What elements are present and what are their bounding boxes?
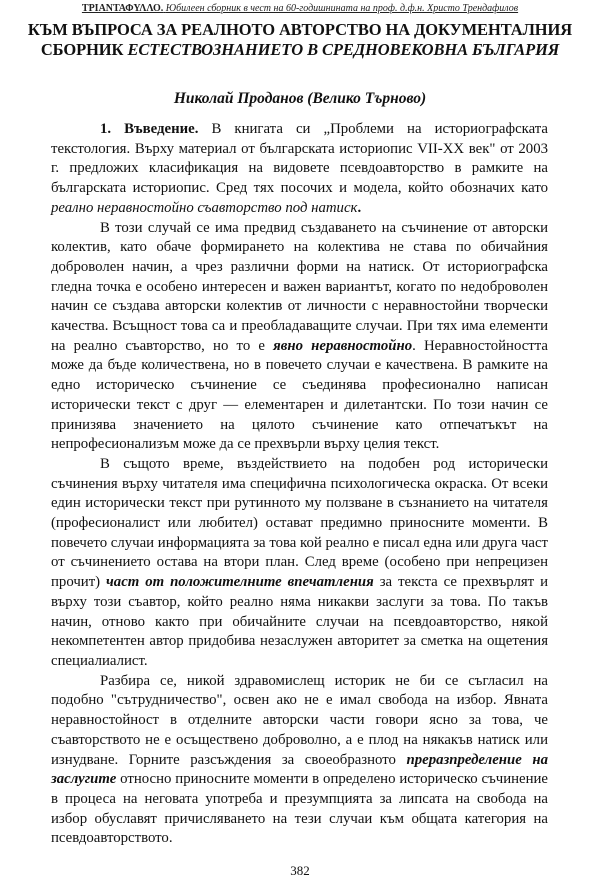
paragraph-emphasis: част от положителните впечатления: [106, 574, 374, 591]
paragraph-emphasis: преразпределение на заслугите: [51, 751, 548, 788]
paragraph-text: .: [357, 199, 362, 216]
paragraph-text: В същото време, въздействието на подобен род исторически съчинения върху читателя има специфична психологическа окраска. От всеки един исторически текст при рутинното му ползване в съзнанието на читателя (професионалист или любител) остават предимно приносните моменти. В повечето случаи информацията за това кой реално е писал една или друга част от съчинението остава на втори план. След време (особено при непрецизен прочит): [51, 455, 548, 591]
paragraph-text: относно приносните моменти в определено историческо съчинение в процеса на неговата употреба и презумпцията за липсата на свобода на избор обуславят причисляването на тези случаи към общата категория на псевдоавторството.: [51, 771, 548, 847]
article-body: [51, 120, 548, 849]
running-header: [10, 2, 590, 15]
paragraph-text: за текста се прехвърлят и върху този съавтор, който реално няма никакви заслуги за това. По такъв начин, отново както при обичайните случаи на псевдоавторство, някой некомпетентен автор придобива незаслужен авторитет за сметка на ощетения специалиалист.: [51, 574, 548, 669]
paragraph: [51, 455, 548, 672]
author-line: Николай Проданов (Велико Търново): [173, 90, 427, 107]
paragraph-text: . Неравностойността може да бъде количествена, но в повечето случаи е качествена. В рамките на едно историческо съчинение се съединява професионално написан исторически текст с друг — елементарен и дилетантски. По този начин се принизява значението на цялото съчинение като отпечатъкът на непрофесионализъм може да се прехвърли върху целия текст.: [51, 337, 548, 453]
paragraph-emphasis: явно неравностойно: [273, 337, 413, 354]
title-line-1: КЪМ ВЪПРОСА ЗА РЕАЛНОТО АВТОРСТВО НА ДОКУМЕНТАЛНИЯ: [27, 20, 573, 39]
title-line-2-plain: СБОРНИК: [40, 40, 128, 59]
title-line-2: [2, 40, 598, 60]
paragraph-text: В книгата си „Проблеми на историографската текстология. Върху материал от българската историопис VII-XX век" от 2003 г. предложих класификация на видовете псевдоавторство в рамките на българската историопис. Сред тях посочих и модела, който обозначих като: [51, 121, 549, 197]
section-heading: 1. Въведение.: [100, 121, 199, 137]
paragraph-text: В този случай се има предвид създаването на съчинение от авторски колектив, като обаче формирането на колектива не става по обичайния доброволен начин, а чрез различни форми на натиск. От историографска гледна точка е особено интересен и важен вариантът, когато по недоброволен начин се създава авторски колектив от личности с неравностойни творчески качества. Всъщност това са и преобладаващите случаи. При тях има елементи на реално съавторство, но то е: [51, 219, 548, 354]
journal-name: ΤΡΙΑΝΤΑΦΥΛΛΟ.: [81, 3, 164, 14]
paragraph-introduction: [51, 120, 548, 219]
paragraph-text: Разбира се, никой здравомислещ историк не би се съгласил на подобно "сътрудничество", освен ако не е имал свобода на избор. Явната неравностойност в отделните авторски части говори ясно за това, че съавторството не е осъществено доброволно, а е плод на някакъв натиск или изнудване. Горните разсъждения за своеобразното: [51, 672, 548, 768]
title-line-2-italic: ЕСТЕСТВОЗНАНИЕТО В СРЕДНОВЕКОВНА БЪЛГАРИЯ: [127, 40, 560, 59]
paragraph: [51, 672, 548, 849]
article-title: [2, 20, 598, 60]
page-number: 382: [290, 863, 310, 879]
journal-subtitle: Юбилеен сборник в чест на 60-годишнината на проф. д.ф.н. Христо Трендафилов: [165, 3, 519, 14]
paragraph-emphasis: реално неравностойно съавторство под натиск: [51, 199, 358, 216]
paragraph: [51, 219, 548, 455]
